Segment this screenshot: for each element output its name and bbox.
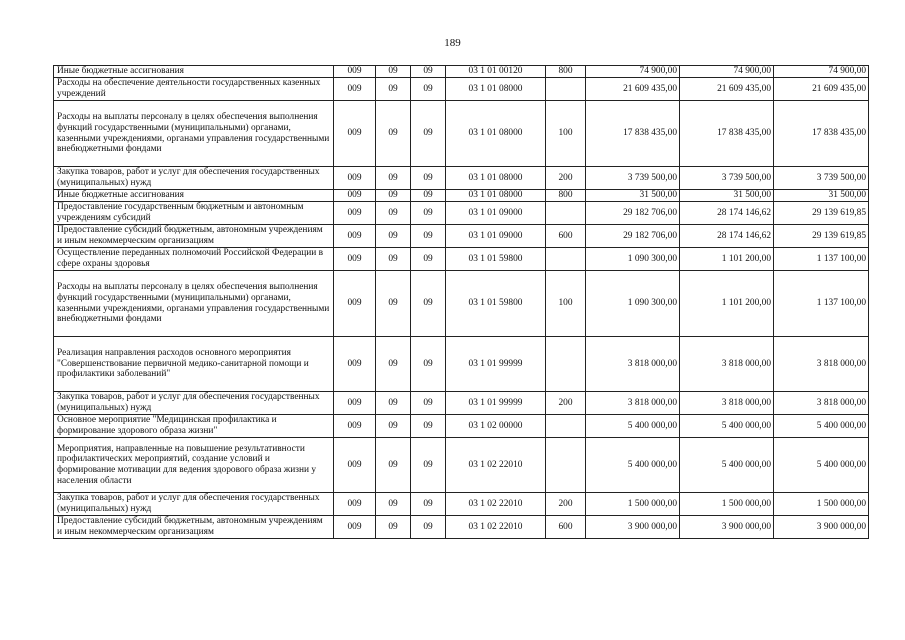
- table-row: [54, 516, 869, 539]
- table-row: [54, 337, 869, 392]
- row-code: 009: [334, 225, 376, 248]
- row-target: 03 1 01 59800: [446, 248, 546, 271]
- row-code: 009: [334, 202, 376, 225]
- row-section: 09: [376, 101, 411, 167]
- row-name: Предоставление субсидий бюджетным, автономным учреждениям и иным некоммерческим организациям: [54, 225, 334, 248]
- row-expense-type: [546, 78, 586, 101]
- row-section: 09: [376, 248, 411, 271]
- row-subsection: 09: [411, 392, 446, 415]
- row-name: Расходы на выплаты персоналу в целях обеспечения выполнения функций государственными (муниципальными) органами, казенными учреждениями, органами управления государственными внебюджетными фондами: [54, 101, 334, 167]
- row-subsection: 09: [411, 202, 446, 225]
- table-row: [54, 493, 869, 516]
- row-sum-1: 3 818 000,00: [586, 392, 680, 415]
- row-subsection: 09: [411, 190, 446, 202]
- row-code: 009: [334, 438, 376, 493]
- row-name: Расходы на обеспечение деятельности государственных казенных учреждений: [54, 78, 334, 101]
- row-subsection: 09: [411, 66, 446, 78]
- row-sum-2: 28 174 146,62: [680, 202, 774, 225]
- row-target: 03 1 01 09000: [446, 225, 546, 248]
- row-expense-type: [546, 415, 586, 438]
- row-name: Основное мероприятие "Медицинская профилактика и формирование здорового образа жизни": [54, 415, 334, 438]
- table-row: [54, 392, 869, 415]
- row-expense-type: 200: [546, 167, 586, 190]
- row-target: 03 1 01 09000: [446, 202, 546, 225]
- row-target: 03 1 02 00000: [446, 415, 546, 438]
- row-sum-3: 29 139 619,85: [774, 202, 869, 225]
- row-name: Предоставление субсидий бюджетным, автономным учреждениям и иным некоммерческим организациям: [54, 516, 334, 539]
- row-section: 09: [376, 392, 411, 415]
- row-sum-1: 5 400 000,00: [586, 438, 680, 493]
- row-code: 009: [334, 271, 376, 337]
- row-code: 009: [334, 392, 376, 415]
- row-sum-2: 3 818 000,00: [680, 337, 774, 392]
- row-subsection: 09: [411, 337, 446, 392]
- row-code: 009: [334, 516, 376, 539]
- row-section: 09: [376, 190, 411, 202]
- row-sum-2: 3 818 000,00: [680, 392, 774, 415]
- row-sum-3: 5 400 000,00: [774, 438, 869, 493]
- row-sum-3: 3 818 000,00: [774, 392, 869, 415]
- table-row: [54, 225, 869, 248]
- row-sum-2: 21 609 435,00: [680, 78, 774, 101]
- row-name: Иные бюджетные ассигнования: [54, 66, 334, 78]
- row-sum-3: 1 137 100,00: [774, 271, 869, 337]
- row-sum-3: 3 818 000,00: [774, 337, 869, 392]
- row-section: 09: [376, 78, 411, 101]
- row-name: Иные бюджетные ассигнования: [54, 190, 334, 202]
- row-expense-type: 100: [546, 101, 586, 167]
- row-target: 03 1 01 99999: [446, 392, 546, 415]
- row-sum-2: 28 174 146,62: [680, 225, 774, 248]
- page-number: 189: [444, 37, 461, 49]
- row-section: 09: [376, 438, 411, 493]
- row-sum-3: 1 500 000,00: [774, 493, 869, 516]
- row-code: 009: [334, 190, 376, 202]
- row-sum-1: 3 818 000,00: [586, 337, 680, 392]
- row-section: 09: [376, 415, 411, 438]
- row-sum-2: 74 900,00: [680, 66, 774, 78]
- row-subsection: 09: [411, 78, 446, 101]
- row-name: Предоставление государственным бюджетным и автономным учреждениям субсидий: [54, 202, 334, 225]
- row-expense-type: 100: [546, 271, 586, 337]
- table-row: [54, 248, 869, 271]
- row-subsection: 09: [411, 438, 446, 493]
- row-sum-2: 5 400 000,00: [680, 415, 774, 438]
- row-section: 09: [376, 225, 411, 248]
- row-sum-1: 1 090 300,00: [586, 271, 680, 337]
- row-expense-type: 800: [546, 190, 586, 202]
- row-section: 09: [376, 66, 411, 78]
- row-expense-type: [546, 202, 586, 225]
- row-sum-1: 31 500,00: [586, 190, 680, 202]
- row-code: 009: [334, 337, 376, 392]
- row-expense-type: 800: [546, 66, 586, 78]
- table-row: [54, 415, 869, 438]
- row-code: 009: [334, 167, 376, 190]
- row-code: 009: [334, 415, 376, 438]
- table-row: [54, 66, 869, 78]
- row-expense-type: 600: [546, 516, 586, 539]
- row-code: 009: [334, 248, 376, 271]
- row-sum-3: 74 900,00: [774, 66, 869, 78]
- budget-table: [53, 65, 869, 539]
- row-sum-3: 29 139 619,85: [774, 225, 869, 248]
- row-code: 009: [334, 101, 376, 167]
- row-target: 03 1 01 99999: [446, 337, 546, 392]
- row-sum-1: 17 838 435,00: [586, 101, 680, 167]
- row-sum-3: 17 838 435,00: [774, 101, 869, 167]
- row-sum-2: 17 838 435,00: [680, 101, 774, 167]
- row-subsection: 09: [411, 167, 446, 190]
- row-target: 03 1 01 00120: [446, 66, 546, 78]
- row-subsection: 09: [411, 415, 446, 438]
- row-sum-3: 1 137 100,00: [774, 248, 869, 271]
- row-sum-1: 29 182 706,00: [586, 225, 680, 248]
- table-row: [54, 167, 869, 190]
- row-sum-3: 3 739 500,00: [774, 167, 869, 190]
- row-sum-2: 5 400 000,00: [680, 438, 774, 493]
- row-subsection: 09: [411, 101, 446, 167]
- row-expense-type: [546, 248, 586, 271]
- row-name: Реализация направления расходов основного мероприятия "Совершенствование первичной медико-санитарной помощи и профилактики заболеваний": [54, 337, 334, 392]
- row-name: Расходы на выплаты персоналу в целях обеспечения выполнения функций государственными (муниципальными) органами, казенными учреждениями, органами управления государственными внебюджетными фондами: [54, 271, 334, 337]
- row-subsection: 09: [411, 516, 446, 539]
- row-sum-2: 1 101 200,00: [680, 248, 774, 271]
- row-sum-3: 21 609 435,00: [774, 78, 869, 101]
- row-subsection: 09: [411, 248, 446, 271]
- row-name: Закупка товаров, работ и услуг для обеспечения государственных (муниципальных) нужд: [54, 493, 334, 516]
- row-expense-type: 600: [546, 225, 586, 248]
- row-name: Мероприятия, направленные на повышение результативности профилактических мероприятий, создание условий и формирование мотивации для ведения здорового образа жизни у населения области: [54, 438, 334, 493]
- row-sum-1: 29 182 706,00: [586, 202, 680, 225]
- row-sum-2: 3 739 500,00: [680, 167, 774, 190]
- row-target: 03 1 02 22010: [446, 516, 546, 539]
- row-expense-type: 200: [546, 392, 586, 415]
- table-row: [54, 101, 869, 167]
- row-sum-1: 1 500 000,00: [586, 493, 680, 516]
- row-sum-3: 3 900 000,00: [774, 516, 869, 539]
- row-sum-2: 1 101 200,00: [680, 271, 774, 337]
- row-sum-1: 3 900 000,00: [586, 516, 680, 539]
- row-name: Закупка товаров, работ и услуг для обеспечения государственных (муниципальных) нужд: [54, 392, 334, 415]
- row-name: Осуществление переданных полномочий Российской Федерации в сфере охраны здоровья: [54, 248, 334, 271]
- table-row: [54, 78, 869, 101]
- table-row: [54, 190, 869, 202]
- row-sum-2: 3 900 000,00: [680, 516, 774, 539]
- row-sum-3: 5 400 000,00: [774, 415, 869, 438]
- row-target: 03 1 02 22010: [446, 493, 546, 516]
- row-sum-2: 31 500,00: [680, 190, 774, 202]
- row-sum-3: 31 500,00: [774, 190, 869, 202]
- row-section: 09: [376, 167, 411, 190]
- row-subsection: 09: [411, 225, 446, 248]
- row-subsection: 09: [411, 271, 446, 337]
- table-row: [54, 438, 869, 493]
- row-target: 03 1 01 08000: [446, 190, 546, 202]
- row-sum-1: 21 609 435,00: [586, 78, 680, 101]
- row-section: 09: [376, 202, 411, 225]
- row-code: 009: [334, 493, 376, 516]
- row-code: 009: [334, 66, 376, 78]
- row-target: 03 1 01 59800: [446, 271, 546, 337]
- row-sum-1: 5 400 000,00: [586, 415, 680, 438]
- row-target: 03 1 01 08000: [446, 78, 546, 101]
- row-expense-type: 200: [546, 493, 586, 516]
- row-sum-1: 74 900,00: [586, 66, 680, 78]
- row-sum-1: 3 739 500,00: [586, 167, 680, 190]
- row-sum-2: 1 500 000,00: [680, 493, 774, 516]
- row-subsection: 09: [411, 493, 446, 516]
- row-expense-type: [546, 438, 586, 493]
- table-row: [54, 271, 869, 337]
- row-name: Закупка товаров, работ и услуг для обеспечения государственных (муниципальных) нужд: [54, 167, 334, 190]
- row-section: 09: [376, 516, 411, 539]
- row-sum-1: 1 090 300,00: [586, 248, 680, 271]
- row-target: 03 1 01 08000: [446, 167, 546, 190]
- row-code: 009: [334, 78, 376, 101]
- table-row: [54, 202, 869, 225]
- row-section: 09: [376, 493, 411, 516]
- budget-table-body: [54, 66, 869, 539]
- row-section: 09: [376, 337, 411, 392]
- row-target: 03 1 02 22010: [446, 438, 546, 493]
- row-section: 09: [376, 271, 411, 337]
- row-expense-type: [546, 337, 586, 392]
- row-target: 03 1 01 08000: [446, 101, 546, 167]
